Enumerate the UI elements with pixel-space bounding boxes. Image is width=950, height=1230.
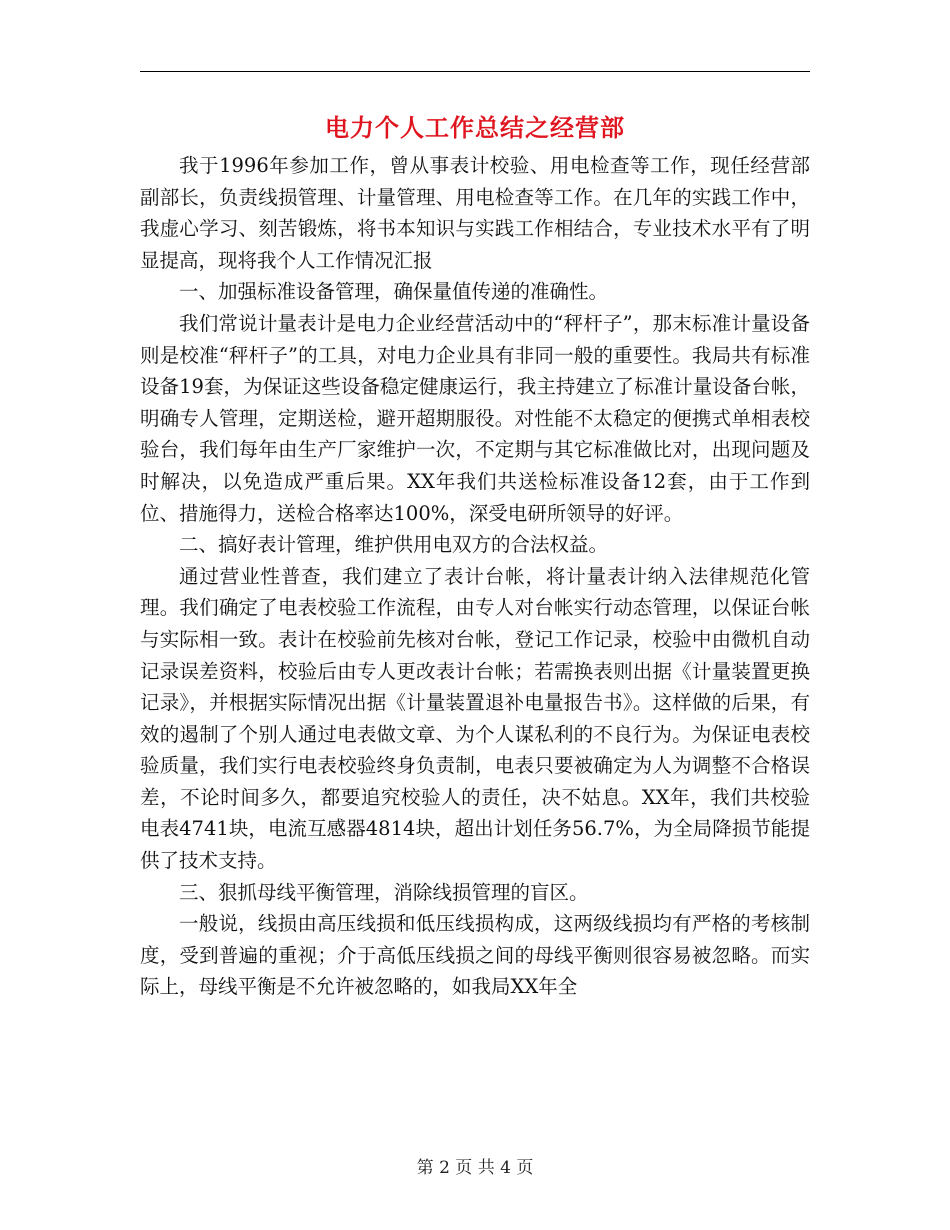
document-body <box>140 150 810 1003</box>
document-title: 电力个人工作总结之经营部 <box>325 114 625 142</box>
section-heading-1: 一、加强标准设备管理，确保量值传递的准确性。 <box>179 280 609 304</box>
section-heading-3: 三、狠抓母线平衡管理，消除线损管理的盲区。 <box>179 880 589 904</box>
paragraph-intro: 我于1996年参加工作，曾从事表计校验、用电检查等工作，现任经营部副部长，负责线损管理、计量管理、用电检查等工作。在几年的实践工作中，我虚心学习、刻苦锻炼，将书本知识与实践工作相结合，专业技术水平有了明显提高，现将我个人工作情况汇报 <box>140 154 810 272</box>
header-rule <box>140 71 810 72</box>
paragraph-section-3: 一般说，线损由高压线损和低压线损构成，这两级线损均有严格的考核制度，受到普遍的重视；介于高低压线损之间的母线平衡则很容易被忽略。而实际上，母线平衡是不允许被忽略的，如我局XX年全 <box>140 912 810 999</box>
page-footer: 第 2 页 共 4 页 <box>416 1158 534 1178</box>
section-heading-2: 二、搞好表计管理，维护供用电双方的合法权益。 <box>179 533 609 557</box>
paragraph-section-2: 通过营业性普查，我们建立了表计台帐，将计量表计纳入法律规范化管理。我们确定了电表校验工作流程，由专人对台帐实行动态管理，以保证台帐与实际相一致。表计在校验前先核对台帐，登记工作记录，校验中由微机自动记录误差资料，校验后由专人更改表计台帐；若需换表则出据《计量装置更换记录》，并根据实际情况出据《计量装置退补电量报告书》。这样做的后果，有效的遏制了个别人通过电表做文章、为个人谋私利的不良行为。为保证电表校验质量，我们实行电表校验终身负责制，电表只要被确定为人为调整不合格误差，不论时间多久，都要追究校验人的责任，决不姑息。XX年，我们共校验电表4741块，电流互感器4814块，超出计划任务56.7%，为全局降损节能提供了技术支持。 <box>140 564 810 873</box>
paragraph-section-1: 我们常说计量表计是电力企业经营活动中的“秤杆子”，那末标准计量设备则是校准“秤杆子”的工具，对电力企业具有非同一般的重要性。我局共有标准设备19套，为保证这些设备稳定健康运行，我主持建立了标准计量设备台帐，明确专人管理，定期送检，避开超期服役。对性能不太稳定的便携式单相表校验台，我们每年由生产厂家维护一次，不定期与其它标准做比对，出现问题及时解决，以免造成严重后果。XX年我们共送检标准设备12套，由于工作到位、措施得力，送检合格率达100%，深受电研所领导的好评。 <box>140 311 810 525</box>
